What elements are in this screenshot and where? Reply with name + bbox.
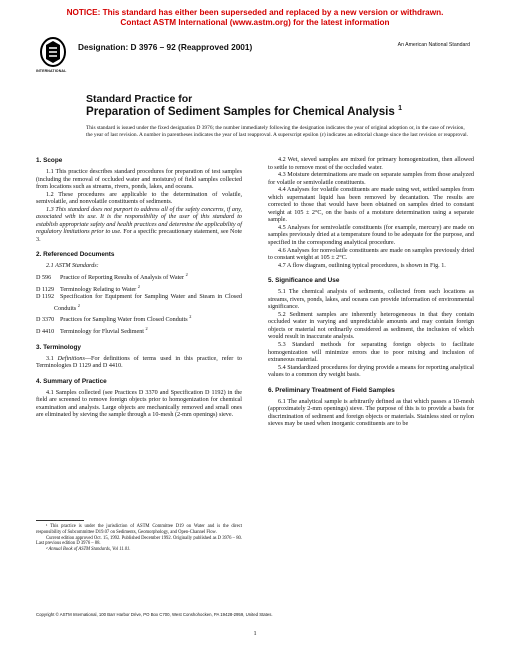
intro-paragraph: This standard is issued under the fixed designation D 3976; the number immediately following the designation indicates the year of original adoption or, in the case of revision, the year of last revision. A number in parentheses indicates the year of last reapproval. A superscript epsilon (ε) indicates an editorial change since the last revision or reapproval. xyxy=(86,125,469,138)
title-line-1: Standard Practice for xyxy=(86,93,193,105)
notice-banner xyxy=(0,8,510,28)
section-3-heading: 3. Terminology xyxy=(36,343,81,351)
para-5-3: 5.3 Standard methods for separating foreign objects to facilitate homogenization will minimize errors due to poor mixing and inclusion of extraneous material. xyxy=(268,342,474,364)
left-column xyxy=(36,157,242,420)
para-1-2: 1.2 These procedures are applicable to the determination of volatile, semivolatile, and nonvolatile constituents of sediments. xyxy=(36,191,242,206)
copyright-line: Copyright © ASTM International, 100 Barr Harbor Drive, PO Box C700, West Conshohocken, PA 19428-2959, United States. xyxy=(36,612,273,617)
footnote-1: ¹ This practice is under the jurisdiction of ASTM Committee D19 on Water and is the direct responsibility of Subcommittee D19.07 on Sediments, Geomorphology, and Open-Channel Flow. xyxy=(36,524,242,535)
american-national-standard: An American National Standard xyxy=(397,42,470,48)
para-4-6: 4.6 Analyses for nonvolatile constituents are made on samples previously dried to constant weight at 105 ± 2°C. xyxy=(268,247,474,262)
title-line-2 xyxy=(86,105,402,118)
para-4-4: 4.4 Analyses for volatile constituents are made using wet, settled samples from which supernatant liquid has been removed by decantation. The results are corrected to those that would have been obtained on samples dried to constant weight at 105 ± 2°C, on the basis of a moisture determination using a separate sample. xyxy=(268,187,474,224)
section-1-heading: 1. Scope xyxy=(36,157,63,164)
para-5-4: 5.4 Standardized procedures for drying provide a means for reporting analytical values to a common dry weight basis. xyxy=(268,364,474,379)
para-4-1: 4.1 Samples collected (see Practices D 3370 and Specification D 1192) in the field are screened to remove foreign objects prior to homogenization for chemical examination and analysis. Large objects are mechanically removed and small ones are eliminated by sieving the sample through a 10-mesh (2-mm openings) sieve. xyxy=(36,389,242,419)
astm-standards-subheading: 2.1 ASTM Standards: xyxy=(46,263,99,270)
footnote-divider xyxy=(36,520,84,521)
para-4-3: 4.3 Moisture determinations are made on separate samples from those analyzed for volatile or semivolatile constituents. xyxy=(268,172,474,186)
section-4-heading: 4. Summary of Practice xyxy=(36,377,107,385)
section-2-heading: 2. Referenced Documents xyxy=(36,251,115,259)
para-4-2: 4.2 Wet, sieved samples are mixed for primary homogenization, then allowed to settle to remove most of the occluded water. xyxy=(268,157,474,171)
notice-line-2: Contact ASTM International (www.astm.org) for the latest information xyxy=(120,18,390,27)
section-5-heading: 5. Significance and Use xyxy=(268,277,340,285)
right-column xyxy=(268,157,474,429)
para-4-5: 4.5 Analyses for semivolatile constituents (for example, mercury) are made on samples previously dried at a temperature found to be adequate for the purpose, and specified in the corresponding analytical procedure. xyxy=(268,224,474,247)
para-1-3 xyxy=(36,207,242,245)
reference-item[interactable]: D 4410 Terminology for Fluvial Sediment $^2$ xyxy=(36,325,148,335)
reference-list xyxy=(36,271,242,337)
footnote-1-edition: Current edition approved Oct. 15, 1992. Published December 1992. Originally published as D 3976 – 80. Last previous edition D 3976 – 88. xyxy=(36,535,242,547)
para-1-1: 1.1 This practice describes standard procedures for preparation of test samples (including the removal of occluded water and moisture) of field samples collected from locations such as streams, rivers, ponds, lakes, and oceans. xyxy=(36,169,242,191)
safety-statement-rest: For a specific precautionary statement, see Note 3. xyxy=(36,229,242,243)
reference-item[interactable]: D 596 Practice of Reporting Results of Analysis of Water $^2$ xyxy=(36,272,188,282)
para-5-1: 5.1 The chemical analysis of sediments, collected from such locations as streams, rivers, ponds, lakes, and oceans can provide information of environmental significance. xyxy=(268,289,474,311)
para-5-2: 5.2 Sediment samples are inherently heterogeneous in that they contain occluded water in varying and unpredictable amounts and may contain foreign objects or material not ordinarily considered as sediment, the inclusion of which would result in inaccurate analysis. xyxy=(268,311,474,341)
reference-item[interactable]: D 3370 Practices for Sampling Water from Closed Conduits $^2$ xyxy=(36,314,192,324)
notice-line-1: NOTICE: This standard has either been superseded and replaced by a new version or withdrawn. xyxy=(66,8,444,17)
logo-caption: INTERNATIONAL xyxy=(36,69,67,73)
reference-item[interactable]: D 1192 Specification for Equipment for Sampling Water and Steam in Closed Conduits $^2$ xyxy=(36,294,242,312)
section-6-heading: 6. Preliminary Treatment of Field Samples xyxy=(268,386,395,394)
astm-logo-icon xyxy=(40,37,66,69)
title-footnote-mark: 1 xyxy=(398,105,402,113)
designation: Designation: D 3976 – 92 (Reapproved 2001) xyxy=(78,42,253,52)
para-3-1: 3.1 Definitions—For definitions of terms used in this practice, refer to Terminologies D 1129 and D 4410. xyxy=(36,355,242,370)
page-number: 1 xyxy=(253,630,257,637)
safety-statement: 1.3 This standard does not purport to address all of the safety concerns, if any, associated with its use. It is the responsibility of the user of this standard to establish appropriate safety and health practices and determine the applicability of regulatory limitations prior to use. xyxy=(36,206,242,236)
footnotes xyxy=(36,524,242,553)
para-6-1: 6.1 The analytical sample is arbitrarily defined as that which passes a 10-mesh (approximately 2-mm openings) sieve. The purpose of this is to provide a basis for discrimination of sediment and foreign objects or materials. Stainless steel or nylon sieves may be used when inorganic constituents are to be xyxy=(268,398,474,428)
para-4-7: 4.7 A flow diagram, outlining typical procedures, is shown in Fig. 1. xyxy=(278,262,446,269)
footnote-2: ² Annual Book of ASTM Standards, Vol 11.01. xyxy=(46,547,131,553)
title-text: Preparation of Sediment Samples for Chemical Analysis xyxy=(86,105,395,118)
reference-item[interactable]: D 1129 Terminology Relating to Water $^2$ xyxy=(36,283,140,293)
